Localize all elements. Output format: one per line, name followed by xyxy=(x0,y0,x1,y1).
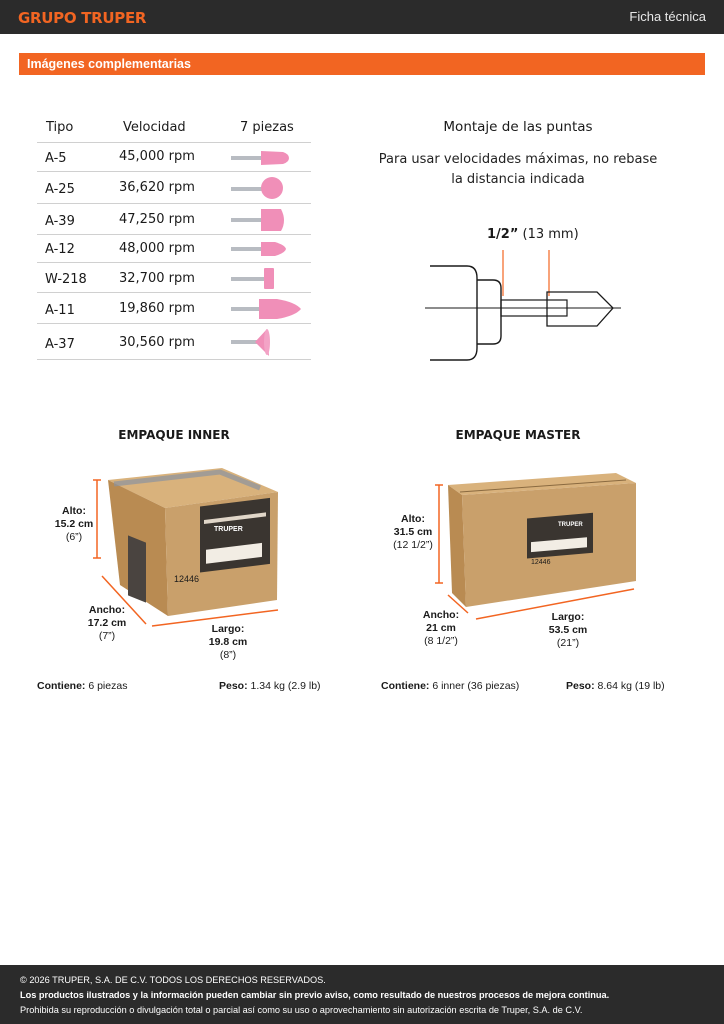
footer-copyright: © 2026 TRUPER, S.A. DE C.V. TODOS LOS DERECHOS RESERVADOS. xyxy=(20,975,326,985)
col-header-piezas: 7 piezas xyxy=(240,120,294,135)
inner-ancho-cm: 17.2 cm xyxy=(87,617,127,629)
row-velocidad: 19,860 rpm xyxy=(119,301,195,316)
inverted-cone-stone-icon xyxy=(229,326,299,358)
master-ancho-in: (8 1/2”) xyxy=(424,635,458,647)
conical-stone-icon xyxy=(229,145,299,169)
row-velocidad: 32,700 rpm xyxy=(119,271,195,286)
mounting-title: Montaje de las puntas xyxy=(443,119,593,135)
master-alto-cm: 31.5 cm xyxy=(393,526,433,538)
row-tipo: A-37 xyxy=(45,337,75,352)
cylinder-stone-icon xyxy=(229,206,299,234)
table-header xyxy=(37,112,311,143)
mounting-diagram xyxy=(425,250,625,364)
master-alto-in: (12 1/2”) xyxy=(393,539,433,551)
mounting-dim-mm: (13 mm) xyxy=(518,227,579,242)
footer-disclaimer: Los productos ilustrados y la información pueden cambiar sin previo aviso, como resultado de nuestros procesos de mejora continua. xyxy=(20,990,610,1000)
row-velocidad: 47,250 rpm xyxy=(119,212,195,227)
row-velocidad: 36,620 rpm xyxy=(119,180,195,195)
mounting-desc-line1: Para usar velocidades máximas, no rebase xyxy=(378,152,658,167)
inner-ancho-in: (7”) xyxy=(98,630,116,642)
master-peso xyxy=(566,680,665,692)
master-ancho-label xyxy=(414,609,468,648)
taper-stone-icon xyxy=(229,237,299,261)
bullet-stone-icon xyxy=(229,295,304,323)
inner-alto-in: (6”) xyxy=(65,531,83,543)
master-largo-title: Largo: xyxy=(551,611,585,623)
inner-box-brand: TRUPER xyxy=(214,526,243,533)
master-alto-title: Alto: xyxy=(401,513,425,525)
inner-alto-title: Alto: xyxy=(62,505,86,517)
doc-type: Ficha técnica xyxy=(629,9,706,24)
table-row xyxy=(37,204,311,235)
master-box-brand: TRUPER xyxy=(558,522,583,528)
row-tipo: A-5 xyxy=(45,151,67,166)
master-contiene xyxy=(381,680,519,692)
table-row xyxy=(37,235,311,263)
speed-table xyxy=(37,112,311,360)
inner-alto-cm: 15.2 cm xyxy=(54,518,94,530)
col-header-velocidad: Velocidad xyxy=(123,120,186,135)
brand-logo: GRUPO TRUPER xyxy=(18,9,147,27)
section-title: Imágenes complementarias xyxy=(27,57,191,71)
row-tipo: A-25 xyxy=(45,182,75,197)
inner-alto-label xyxy=(48,505,100,544)
footer-prohibition: Prohibida su reproducción o divulgación total o parcial así como su uso o aprovechamiento sin autorización escrita de Truper, S.A. de C.V. xyxy=(20,1005,583,1015)
col-header-tipo: Tipo xyxy=(46,120,74,135)
inner-box-code: 12446 xyxy=(174,574,200,584)
table-row xyxy=(37,143,311,172)
inner-contiene-label: Contiene: xyxy=(37,680,86,692)
mounting-dimension xyxy=(487,227,579,242)
inner-largo-label xyxy=(200,623,256,662)
master-peso-value: 8.64 kg (19 lb) xyxy=(594,680,665,692)
master-contiene-value: 6 inner (36 piezas) xyxy=(429,680,520,692)
mounting-description xyxy=(378,150,658,190)
master-box-code: 12446 xyxy=(531,559,551,566)
row-tipo: A-12 xyxy=(45,242,75,257)
mounting-desc-line2: la distancia indicada xyxy=(451,172,585,187)
inner-largo-in: (8”) xyxy=(219,649,237,661)
footer xyxy=(0,965,724,1024)
table-row xyxy=(37,324,311,360)
table-row xyxy=(37,263,311,293)
small-cylinder-stone-icon xyxy=(229,265,299,291)
row-velocidad: 48,000 rpm xyxy=(119,241,195,256)
mounting-dim-value: 1/2” xyxy=(487,227,519,242)
master-largo-cm: 53.5 cm xyxy=(548,624,588,636)
master-title: EMPAQUE MASTER xyxy=(455,428,581,442)
inner-peso-label: Peso: xyxy=(219,680,248,692)
row-tipo: W-218 xyxy=(45,272,87,287)
master-peso-label: Peso: xyxy=(566,680,595,692)
header-bar xyxy=(0,0,724,34)
section-header xyxy=(19,53,705,75)
inner-title: EMPAQUE INNER xyxy=(118,428,230,442)
inner-ancho-label xyxy=(80,604,134,643)
inner-largo-cm: 19.8 cm xyxy=(208,636,248,648)
row-velocidad: 45,000 rpm xyxy=(119,149,195,164)
inner-peso-value: 1.34 kg (2.9 lb) xyxy=(247,680,321,692)
row-velocidad: 30,560 rpm xyxy=(119,335,195,350)
master-alto-label xyxy=(390,513,436,552)
master-box-image xyxy=(430,465,640,625)
inner-largo-title: Largo: xyxy=(211,623,245,635)
inner-contiene xyxy=(37,680,127,692)
inner-contiene-value: 6 piezas xyxy=(85,680,128,692)
master-ancho-title: Ancho: xyxy=(422,609,460,621)
table-row xyxy=(37,293,311,324)
master-largo-label xyxy=(540,611,596,650)
table-row xyxy=(37,172,311,204)
row-tipo: A-39 xyxy=(45,214,75,229)
master-ancho-cm: 21 cm xyxy=(426,622,456,634)
master-contiene-label: Contiene: xyxy=(381,680,430,692)
row-tipo: A-11 xyxy=(45,303,75,318)
inner-peso xyxy=(219,680,321,692)
inner-ancho-title: Ancho: xyxy=(88,604,126,616)
master-largo-in: (21”) xyxy=(556,637,580,649)
ball-stone-icon xyxy=(229,174,299,202)
